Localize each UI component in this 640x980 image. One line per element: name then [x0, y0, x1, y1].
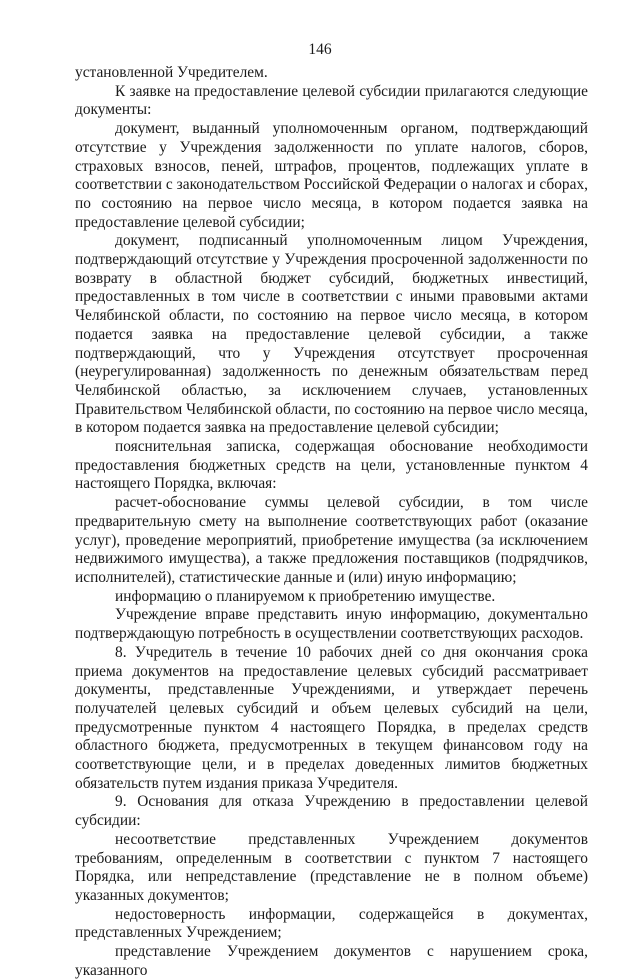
paragraph: представление Учреждением документов с нарушением срока, указанного: [75, 943, 588, 979]
paragraph: несоответствие представленных Учреждением документов требованиям, определенным в соответствии с пунктом 7 настоящего Порядка, или непредставление (представление не в полном объеме) указанных документов;: [75, 830, 588, 904]
paragraph: информацию о планируемом к приобретению имуществе.: [115, 587, 496, 605]
page-number: 146: [308, 41, 332, 58]
paragraph: 8. Учредитель в течение 10 рабочих дней со дня окончания срока приема документов на предоставление целевых субсидий рассматривает документы, представленные Учреждениями, и утверждает перечень получателей целевых субсидий и объем целевых субсидий на цели, предусмотренные пунктом 4 настоящего Порядка, в пределах средств областного бюджета, предусмотренных в текущем финансовом году на соответствующие цели, и в пределах доведенных лимитов бюджетных обязательств путем издания приказа Учредителя.: [75, 643, 588, 792]
paragraph: расчет-обоснование суммы целевой субсидии, в том числе предварительную смету на выполнение соответствующих работ (оказание услуг), проведение мероприятий, приобретение имущества (за исключением недвижимого имущества), а также предложения поставщиков (подрядчиков, исполнителей), статистические данные и (или) иную информацию;: [75, 494, 588, 586]
paragraph: документ, подписанный уполномоченным лицом Учреждения, подтверждающий отсутствие у Учреждения просроченной задолженности по возврату в областной бюджет субсидий, бюджетных инвестиций, предоставленных в том числе в соответствии с иными правовыми актами Челябинской области, по состоянию на первое число месяца, в котором подается заявка на предоставление целевой субсидии, а также подтверждающий, что у Учреждения отсутствует просроченная (неурегулированная) задолженность по денежным обязательствам перед Челябинской областью, за исключением случаев, установленных Правительством Челябинской области, по состоянию на первое число месяца, в котором подается заявка на предоставление целевой субсидии;: [75, 232, 589, 437]
paragraph: недостоверность информации, содержащейся в документах, представленных Учреждением;: [75, 905, 588, 942]
paragraph: К заявке на предоставление целевой субсидии прилагаются следующие документы:: [75, 82, 588, 119]
document-body: [75, 64, 588, 980]
paragraph: документ, выданный уполномоченным органом, подтверждающий отсутствие у Учреждения задолженности по уплате налогов, сборов, страховых взносов, пеней, штрафов, процентов, подлежащих уплате в соответствии с законодательством Российской Федерации о налогах и сборах, по состоянию на первое число месяца, в котором подается заявка на предоставление целевой субсидии;: [75, 120, 588, 231]
paragraph: Учреждение вправе представить иную информацию, документально подтверждающую потребность в осуществлении соответствующих расходов.: [75, 606, 588, 643]
paragraph: установленной Учредителем.: [75, 64, 268, 81]
paragraph: 9. Основания для отказа Учреждению в предоставлении целевой субсидии:: [75, 793, 588, 830]
paragraph: пояснительная записка, содержащая обоснование необходимости предоставления бюджетных средств на цели, установленные пунктом 4 настоящего Порядка, включая:: [75, 438, 588, 493]
